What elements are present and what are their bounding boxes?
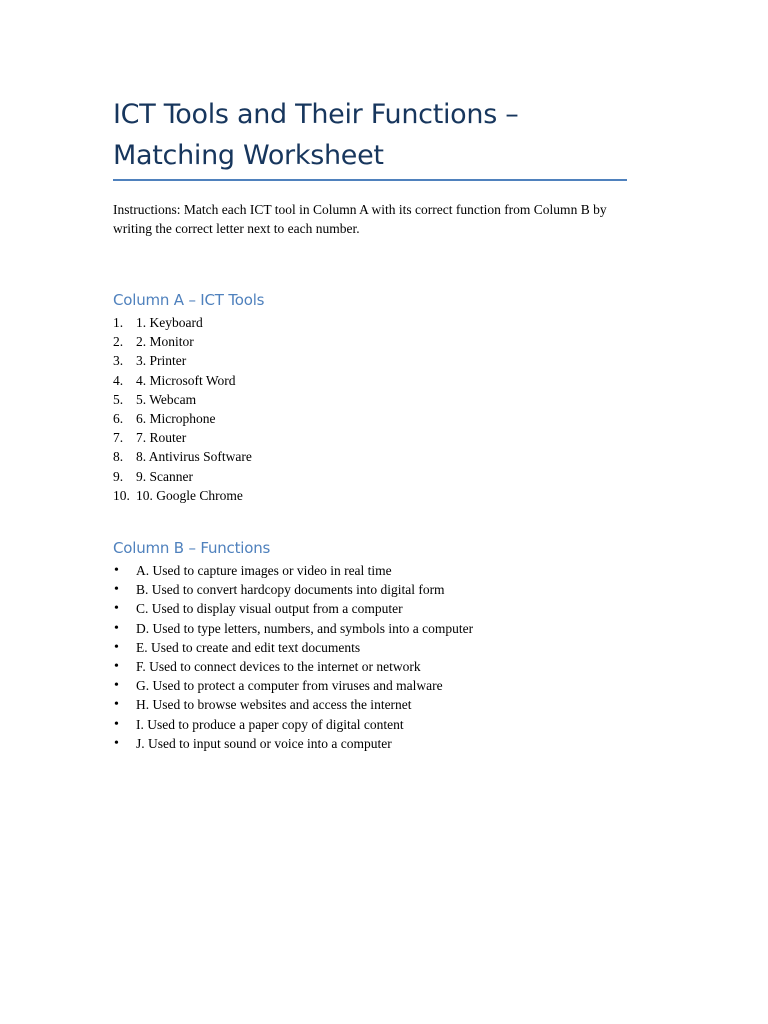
- bullet-icon: •: [114, 639, 119, 655]
- bullet-icon: •: [114, 697, 119, 713]
- bullet-icon: •: [114, 582, 119, 598]
- column-a-list: [113, 313, 252, 505]
- list-item: [113, 371, 252, 390]
- list-item: [113, 599, 473, 618]
- list-item: [113, 561, 473, 580]
- list-item-text: 1. Keyboard: [136, 315, 203, 330]
- list-number: 8.: [113, 449, 124, 465]
- list-item: [113, 715, 473, 734]
- title-divider: [113, 179, 627, 181]
- list-number: 10.: [113, 487, 130, 503]
- list-item: [113, 734, 473, 753]
- list-item-text: 9. Scanner: [136, 468, 193, 484]
- list-item: [113, 638, 473, 657]
- list-item-text: J. Used to input sound or voice into a computer: [136, 735, 392, 751]
- column-b-heading: Column B – Functions: [113, 539, 271, 557]
- list-number: 6.: [113, 410, 124, 426]
- list-item: [113, 351, 252, 370]
- list-item-text: F. Used to connect devices to the internet or network: [136, 658, 421, 674]
- list-item: [113, 313, 252, 332]
- list-number: 9.: [113, 468, 124, 484]
- list-item-text: 3. Printer: [136, 353, 187, 369]
- list-item-text: D. Used to type letters, numbers, and symbols into a computer: [136, 620, 474, 636]
- list-item-text: G. Used to protect a computer from viruses and malware: [136, 678, 443, 694]
- list-item-text: I. Used to produce a paper copy of digital content: [136, 716, 404, 732]
- list-item: [113, 409, 252, 428]
- list-item-text: 10. Google Chrome: [136, 487, 243, 503]
- bullet-icon: •: [114, 735, 119, 751]
- list-item-text: C. Used to display visual output from a computer: [136, 601, 403, 617]
- list-item-text: 2. Monitor: [136, 334, 194, 350]
- list-item: [113, 676, 473, 695]
- list-number: 1.: [113, 315, 124, 330]
- list-number: 5.: [113, 391, 124, 407]
- instructions-text: Instructions: Match each ICT tool in Column A with its correct function from Column B by writing the correct letter next to each number.: [113, 202, 607, 236]
- list-item-text: 7. Router: [136, 430, 187, 446]
- list-number: 3.: [113, 353, 124, 369]
- column-b-list: [113, 561, 473, 753]
- list-number: 7.: [113, 430, 124, 446]
- list-item: [113, 428, 252, 447]
- list-item: [113, 467, 252, 486]
- list-item-text: 5. Webcam: [136, 391, 197, 407]
- list-item: [113, 619, 473, 638]
- list-item: [113, 695, 473, 714]
- list-item-text: 8. Antivirus Software: [136, 449, 252, 465]
- list-item-text: 4. Microsoft Word: [136, 372, 236, 388]
- list-number: 4.: [113, 372, 124, 388]
- list-item: [113, 657, 473, 676]
- list-item-text: 6. Microphone: [136, 410, 216, 426]
- list-item: [113, 390, 252, 409]
- page-title: ICT Tools and Their Functions – Matching Worksheet: [113, 99, 519, 171]
- list-item-text: H. Used to browse websites and access the internet: [136, 697, 412, 713]
- list-item-text: E. Used to create and edit text documents: [136, 639, 361, 655]
- list-item-text: B. Used to convert hardcopy documents into digital form: [136, 582, 445, 598]
- list-item: [113, 580, 473, 599]
- column-a-heading: Column A – ICT Tools: [113, 291, 265, 309]
- bullet-icon: •: [114, 620, 119, 636]
- list-item: [113, 332, 252, 351]
- bullet-icon: •: [114, 601, 119, 617]
- bullet-icon: •: [114, 678, 119, 694]
- bullet-icon: •: [114, 563, 119, 578]
- list-item-text: A. Used to capture images or video in real time: [136, 563, 392, 578]
- bullet-icon: •: [114, 716, 119, 732]
- bullet-icon: •: [114, 658, 119, 674]
- list-item: [113, 447, 252, 466]
- list-number: 2.: [113, 334, 124, 350]
- list-item: [113, 486, 252, 505]
